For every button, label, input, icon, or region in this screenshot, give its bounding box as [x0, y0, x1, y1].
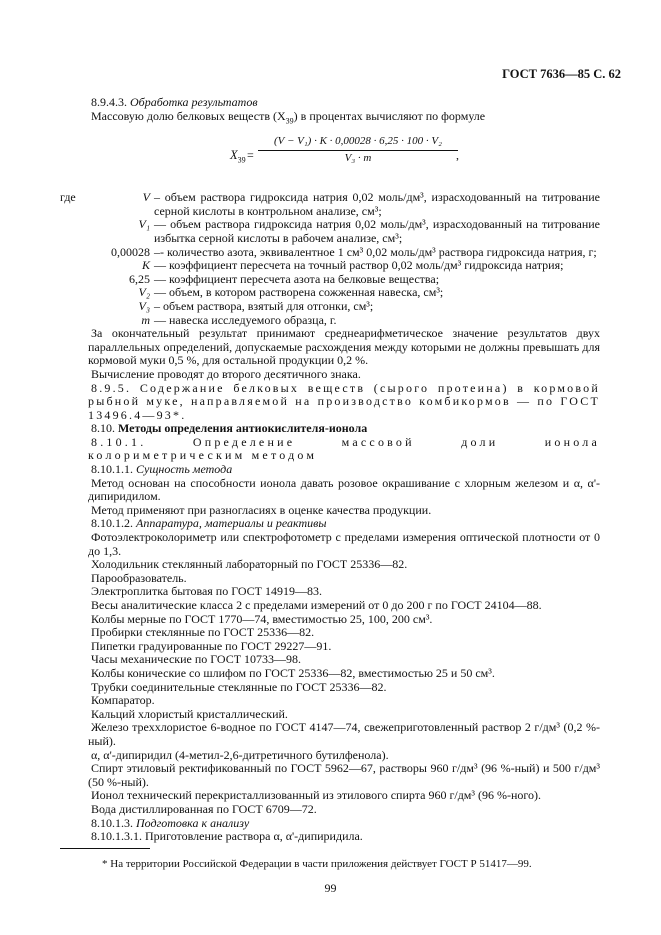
definition-row: V₃ – объем раствора, взятый для отгонки, см³; — [138, 298, 374, 313]
footnote-divider — [60, 848, 150, 849]
list-item: Пробирки стеклянные по ГОСТ 25336—82. — [91, 625, 315, 640]
list-item: α, α'-дипиридил (4-метил-2,6-дитретичного бутилфенола). — [91, 747, 389, 762]
formula-comma: , — [456, 148, 459, 163]
list-item: Вода дистиллированная по ГОСТ 6709—72. — [91, 801, 317, 816]
formula — [88, 131, 600, 185]
section-8-10-1: 8.10.1. Определение массовой доли ионола колориметрическим методом — [88, 434, 600, 463]
section-8-10-title: 8.10. Методы определения антиокислителя-ионола — [91, 421, 368, 436]
page-header: ГОСТ 7636—85 С. 62 — [502, 67, 621, 81]
definition-row: K — коэффициент пересчета на точный раствор 0,02 моль/дм³ гидроксида натрия; — [141, 258, 564, 273]
definition-row: 0,00028 –- количество азота, эквивалентное 1 см³ 0,02 моль/дм³ раствора гидроксида натрия, г; — [111, 244, 597, 259]
formula-numerator: (V − V₁) · K · 0,00028 · 6,25 · 100 · V₂ — [258, 135, 458, 151]
section-8-10-1-1-title: 8.10.1.1. Сущность метода — [91, 462, 233, 477]
definition-row: V – объем раствора гидроксида натрия 0,02 моль/дм³, израсходованный на титрование серной кислоты в контрольном анализе, см³; — [142, 190, 600, 218]
definition-row: 6,25 — коэффициент пересчета азота на белковые вещества; — [129, 271, 440, 286]
list-item: Спирт этиловый ректификованный по ГОСТ 5962—67, растворы 960 г/дм³ (96 %-ный) и 500 г/дм³ (50 %-ный). — [88, 761, 600, 789]
list-item: Колбы мерные по ГОСТ 1770—74, вместимостью 25, 100, 200 см³. — [91, 611, 433, 626]
formula-denominator: V₃ · m — [344, 151, 372, 164]
paragraph-rounding: Вычисление проводят до второго десятичного знака. — [91, 366, 361, 381]
main-text — [60, 95, 600, 844]
paragraph-final-result: За окончательный результат принимают среднеарифметическое значение результатов двух параллельных определений, допускаемые расхождения между которыми не должны превышать для кормовой муки 0,5 %, для остальной продукции 0,2 %. — [88, 326, 600, 368]
definition-row: m — навеска исследуемого образца, г. — [141, 312, 337, 327]
section-8-10-1-3-1: 8.10.1.3.1. Приготовление раствора α, α'-дипиридила. — [91, 829, 363, 844]
definition-row: V₂ — объем, в котором растворена сожженная навеска, см³; — [138, 285, 444, 300]
formula-lhs: $X_{39}$ — [230, 148, 246, 165]
section-8-10-1-3-title: 8.10.1.3. Подготовка к анализу — [91, 815, 250, 830]
equipment-list — [88, 531, 600, 816]
where-label: где — [60, 190, 76, 205]
variable-definitions — [60, 190, 600, 327]
paragraph-method-use: Метод применяют при разногласиях в оценке качества продукции. — [91, 502, 432, 517]
list-item: Колбы конические со шлифом по ГОСТ 25336—82, вместимостью 25 и 50 см³. — [91, 665, 495, 680]
list-item: Часы механические по ГОСТ 10733—98. — [91, 652, 302, 667]
formula-intro: Массовую долю белковых веществ $(X_{39})$ в процентах вычисляют по формуле — [91, 108, 486, 125]
list-item: Электроплитка бытовая по ГОСТ 14919—83. — [91, 584, 323, 599]
list-item: Кальций хлористый кристаллический. — [91, 706, 288, 721]
page-number: 99 — [324, 881, 337, 895]
list-item: Ионол технический перекристаллизованный из этилового спирта 960 г/дм³ (96 %-ного). — [91, 788, 542, 803]
paragraph-method-principle: Метод основан на способности ионола давать розовое окрашивание с хлорным железом и α, α'-дипиридилом. — [88, 475, 600, 504]
section-8-9-4-3-title: 8.9.4.3. Обработка результатов — [91, 95, 258, 109]
list-item: Холодильник стеклянный лабораторный по ГОСТ 25336—82. — [91, 557, 408, 572]
list-item: Фотоэлектроколориметр или спектрофотометр с пределами измерения оптической плотности от 0 до 1,3. — [88, 530, 600, 558]
section-8-9-5: 8.9.5. Содержание белковых веществ (сырого протеина) в кормовой рыбной муке, направляемой на производство комбикормов — по ГОСТ 13496.4—93*. — [88, 380, 600, 422]
list-item: Пипетки градуированные по ГОСТ 29227—91. — [91, 638, 332, 653]
list-item: Парообразователь. — [91, 570, 187, 585]
list-item: Весы аналитические класса 2 с пределами измерений от 0 до 200 г по ГОСТ 24104—88. — [91, 598, 542, 612]
list-item: Железо треххлористое 6-водное по ГОСТ 4147—74, свежеприготовленный раствор 2 г/дм³ (0,2 %-ный). — [88, 720, 600, 748]
list-item: Компаратор. — [91, 693, 155, 708]
list-item: Трубки соединительные стеклянные по ГОСТ 25336—82. — [91, 679, 387, 694]
definition-row: V₁ — объем раствора гидроксида натрия 0,02 моль/дм³, израсходованный на титрование избытка серной кислоты в рабочем анализе, см³; — [138, 217, 600, 245]
formula-equals: = — [247, 148, 254, 163]
section-8-10-1-2-title: 8.10.1.2. Аппаратура, материалы и реактивы — [91, 516, 327, 531]
formula-fraction — [258, 135, 458, 165]
footnote: * На территории Российской Федерации в части приложения действует ГОСТ Р 51417—99. — [102, 858, 532, 870]
